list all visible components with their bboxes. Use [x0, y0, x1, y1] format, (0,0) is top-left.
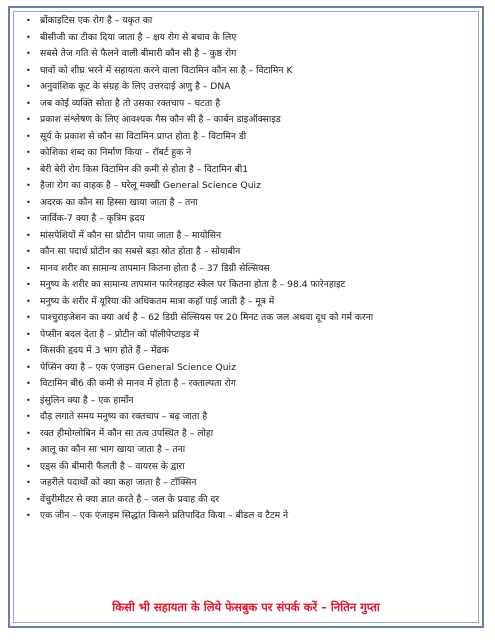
list-item: [22, 211, 466, 228]
list-item-text: पेप्सीन बदल देता है – प्रोटीन को पॉलीपेप्टाइड में: [40, 328, 199, 340]
list-item-text: मांसपेशियों में कौन सा प्रोटीन पाया जाता है – मायोसिन: [40, 229, 222, 241]
bullet-icon: •: [26, 82, 31, 91]
list-item: [22, 228, 466, 245]
list-item-text: दौड़ लगाते समय मनुष्य का रक्तचाप – बढ़ जाता है: [40, 411, 208, 422]
bullet-icon: •: [26, 280, 31, 289]
bullet-icon: •: [26, 131, 31, 141]
list-item-text: घावों को शीघ्र भरने में सहायता करने वाला विटामिन कौन सा है – विटामिन K: [40, 64, 293, 76]
list-item-text: एक जीन – एक एंजाइम सिद्धांत किसने प्रतिपादित किया – बीडल व टैटम ने: [40, 510, 289, 521]
bullet-icon: •: [26, 65, 31, 75]
list-item-text: मानव शरीर का सामान्य तापमान कितना होता है – 37 डिग्री सेल्सियस: [40, 262, 270, 274]
list-item-text: वेंचुरीमीटर से क्या ज्ञात करते है – जल के प्रवाह की दर: [40, 493, 220, 505]
bullet-icon: •: [26, 296, 31, 306]
bullet-icon: •: [26, 395, 31, 405]
bullet-icon: •: [26, 313, 31, 322]
bullet-icon: •: [26, 511, 31, 520]
list-item: [22, 310, 466, 327]
bullet-icon: •: [26, 197, 31, 207]
bullet-icon: •: [26, 478, 31, 487]
list-item: [22, 145, 466, 162]
list-item: [22, 459, 466, 476]
bullet-icon: •: [26, 263, 31, 273]
bullet-icon: •: [26, 115, 31, 124]
list-item: [22, 13, 466, 30]
contact-footer: किसी भी सहायता के लिये फेसबुक पर संपर्क करें – नितिन गुप्ता: [112, 600, 380, 614]
list-item-text: जब कोई व्यक्ति सोता है तो उसका रक्तचाप – घटता है: [40, 97, 221, 109]
bullet-icon: •: [26, 379, 31, 388]
list-item-text: मनुष्य के शरीर में यूरिया की अधिकतम मात्रा कहाँ पाई जाती है – मूत्र में: [40, 295, 275, 307]
bullet-icon: •: [26, 362, 31, 372]
list-item: [22, 261, 466, 278]
bullet-icon: •: [26, 49, 31, 58]
list-item: [22, 492, 466, 509]
list-item-text: बीसीजी का टीका दिया जाता है – क्षय रोग से बचाव के लिए: [40, 31, 237, 43]
bullet-icon: •: [26, 428, 31, 438]
list-item-text: हैजा रोग का वाहक है – घरेलू मक्खी General Science Quiz: [40, 180, 261, 191]
list-item-text: अनुवांशिक कूट के संग्रह के लिए उत्तरदाई अणु है – DNA: [40, 81, 231, 92]
list-item-text: ब्रोंकाइटिस एक रोग है – यकृत का: [40, 15, 153, 26]
list-item: [22, 294, 466, 311]
list-item-text: जार्विक-7 क्या है – कृत्रिम ह्रदय: [40, 213, 145, 224]
list-item: [22, 343, 466, 360]
list-item: [22, 30, 466, 47]
list-item-text: प्रकाश संश्लेषण के लिए आवश्यक गैस कौन सी है – कार्बन डाइऑक्साइड: [40, 114, 281, 125]
bullet-icon: •: [26, 16, 31, 25]
list-item-text: सबसे तेज गति से फैलने वाली बीमारी कौन सी है – कुष्ठ रोग: [40, 48, 237, 59]
bullet-icon: •: [26, 329, 31, 339]
quiz-list: [22, 13, 466, 525]
bullet-icon: •: [26, 230, 31, 240]
bullet-icon: •: [26, 181, 31, 190]
bullet-icon: •: [26, 148, 31, 157]
list-item-text: रक्त हीमोग्लोबिन में कौन सा तत्व उपस्थित है – लोहा: [40, 427, 214, 439]
list-item: [22, 63, 466, 80]
list-item: [22, 376, 466, 393]
list-item: [22, 112, 466, 129]
list-item: [22, 409, 466, 426]
list-item: [22, 46, 466, 63]
list-item-text: पाश्चुराइजेशन का क्या अर्थ है – 62 डिग्री सेल्सियस पर 20 मिनट तक जल अथवा दूध को गर्म करना: [40, 312, 374, 323]
list-item: [22, 277, 466, 294]
list-item-text: बेरी बेरी रोग किस विटामिन की कमी से होता है – विटामिन बी1: [40, 163, 249, 175]
list-item: [22, 442, 466, 459]
list-item: [22, 360, 466, 377]
bullet-icon: •: [26, 494, 31, 504]
list-item: [22, 178, 466, 195]
bullet-icon: •: [26, 164, 31, 174]
list-item: [22, 393, 466, 410]
list-item: [22, 327, 466, 344]
list-item-text: मनुष्य के शरीर का सामान्य तापमान फारेनहाइट स्केल पर कितना होता है – 98.4 फारेनहाइट: [40, 279, 346, 290]
list-item: [22, 244, 466, 261]
bullet-icon: •: [26, 346, 31, 355]
bullet-icon: •: [26, 32, 31, 42]
list-item-text: पेप्सिन क्या है – एक एंजाइम General Science Quiz: [40, 361, 236, 373]
list-item-text: इंसुलिन क्या है – एक हार्मोन: [40, 394, 134, 406]
bullet-icon: •: [26, 445, 31, 454]
list-item: [22, 129, 466, 146]
bullet-icon: •: [26, 247, 31, 256]
list-item-text: विटामिन बी6 की कमी से मानव में होता है – रक्ताल्पता रोग: [40, 378, 236, 389]
list-item: [22, 162, 466, 179]
list-item-text: एड्स की बीमारी फैलती है – वायरस के द्वारा: [40, 460, 185, 472]
bullet-icon: •: [26, 98, 31, 108]
list-item: [22, 475, 466, 492]
list-item: [22, 195, 466, 212]
list-item: [22, 79, 466, 96]
bullet-icon: •: [26, 214, 31, 223]
list-item-text: सूर्य के प्रकाश से कौन सा विटामिन प्राप्त होता है – विटामिन डी: [40, 130, 247, 142]
list-item-text: कौन सा पदार्थ प्रोटीन का सबसे बड़ा स्रोत होता है – सोयाबीन: [40, 246, 241, 257]
list-item-text: अदरक का कौन सा हिस्सा खाया जाता है – तना: [40, 196, 198, 208]
list-item: [22, 508, 466, 525]
list-item: [22, 426, 466, 443]
list-item-text: जहरीले पदार्थों को क्या कहा जाता है – टॉक्सिन: [40, 477, 197, 488]
list-item-text: किसकी हृदय में 3 भाग होते हैं – मेंढक: [40, 345, 169, 356]
list-item-text: आलू का कौन सा भाग खाया जाता है – तना: [40, 444, 186, 455]
bullet-icon: •: [26, 412, 31, 421]
bullet-icon: •: [26, 461, 31, 471]
list-item: [22, 96, 466, 113]
list-item-text: कोशिका शब्द का निर्माण किया – रॉबर्ट हुक ने: [40, 147, 192, 158]
